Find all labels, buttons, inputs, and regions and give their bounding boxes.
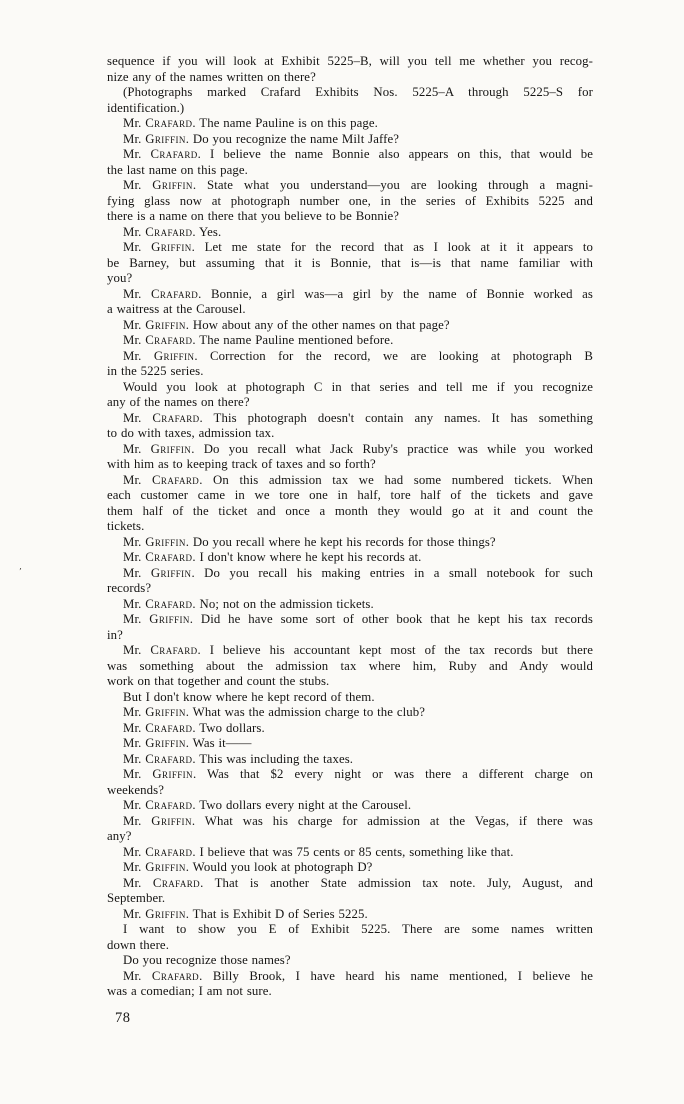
- speaker-name: Crafard: [145, 720, 193, 735]
- transcript-line: you?: [107, 271, 133, 285]
- transcript-line: Mr. Griffin. What was the admission charge to the club?: [123, 705, 426, 719]
- transcript-line: work on that together and count the stubs.: [107, 674, 330, 688]
- transcript-line: Mr. Crafard. The name Pauline is on this page.: [123, 116, 378, 130]
- transcript-line: Mr. Crafard. Bonnie, a girl was—a girl by the name of Bonnie worked as: [123, 286, 594, 301]
- speaker-name: Crafard: [145, 798, 193, 812]
- transcript-line: Mr. Griffin. Do you recognize the name Milt Jaffe?: [123, 131, 400, 146]
- transcript-line: tickets.: [107, 519, 145, 533]
- transcript-line: Mr. Griffin. Do you recall what Jack Ruby's practice was while you worked: [123, 441, 593, 456]
- speaker-name: Crafard: [145, 550, 193, 564]
- transcript-line: Mr. Crafard. Billy Brook, I have heard his name mentioned, I believe he: [123, 968, 594, 983]
- transcript-line: Mr. Griffin. Was it——: [123, 736, 252, 750]
- speaker-name: Crafard: [145, 596, 193, 611]
- transcript-line: Do you recognize those names?: [123, 953, 291, 967]
- transcript-line: Mr. Crafard. The name Pauline mentioned before.: [123, 333, 394, 347]
- transcript-line: in the 5225 series.: [107, 364, 204, 378]
- speaker-name: Crafard: [150, 147, 198, 161]
- transcript-line: sequence if you will look at Exhibit 5225–B, will you tell me whether you recog-: [107, 54, 593, 68]
- transcript-line: Mr. Griffin. What was his charge for admission at the Vegas, if there was: [123, 813, 593, 828]
- transcript-line: Mr. Griffin. Would you look at photograph D?: [123, 860, 373, 874]
- transcript-line: Would you look at photograph C in that series and tell me if you recognize: [123, 379, 593, 394]
- transcript-line: Mr. Crafard. I don't know where he kept his records at.: [123, 550, 422, 564]
- transcript-line: Mr. Griffin. Did he have some sort of other book that he kept his tax records: [123, 612, 593, 626]
- speaker-name: Crafard: [145, 116, 193, 130]
- transcript-line: Mr. Crafard. On this admission tax we had some numbered tickets. When: [123, 472, 593, 487]
- transcript-line: But I don't know where he kept record of them.: [123, 689, 375, 704]
- speaker-name: Crafard: [145, 224, 193, 239]
- transcript-line: records?: [107, 581, 152, 595]
- speaker-name: Griffin: [145, 860, 186, 874]
- transcript-line: Mr. Griffin. How about any of the other names on that page?: [123, 317, 450, 332]
- transcript-line: to do with taxes, admission tax.: [107, 426, 275, 440]
- transcript-line: Mr. Griffin. Do you recall where he kept his records for those things?: [123, 534, 496, 549]
- transcript-line: I want to show you E of Exhibit 5225. There are some names written: [123, 922, 593, 936]
- speaker-name: Crafard: [152, 472, 200, 487]
- transcript-line: September.: [107, 891, 166, 905]
- transcript-line: Mr. Griffin. Was that $2 every night or was there a different charge on: [123, 767, 593, 781]
- transcript-line: nize any of the names written on there?: [107, 69, 316, 84]
- transcript-line: weekends?: [107, 782, 165, 797]
- speaker-name: Griffin: [145, 131, 186, 146]
- speaker-name: Griffin: [145, 317, 186, 332]
- speaker-name: Griffin: [145, 534, 186, 549]
- transcript-line: be Barney, but assuming that it is Bonnie, that is—is that name familiar with: [107, 255, 593, 270]
- transcript-line: each customer came in we tore one in half, tore half of the tickets and gave: [107, 488, 593, 502]
- speaker-name: Griffin: [150, 565, 192, 580]
- transcript-line: Mr. Crafard. I believe the name Bonnie also appears on this, that would be: [123, 147, 593, 161]
- speaker-name: Crafard: [152, 875, 201, 890]
- speaker-name: Griffin: [152, 767, 193, 781]
- speaker-name: Griffin: [145, 736, 186, 750]
- speaker-name: Griffin: [149, 612, 190, 626]
- speaker-name: Griffin: [153, 348, 195, 363]
- transcript-line: fying glass now at photograph number one, in the series of Exhibits 5225 and: [107, 193, 593, 208]
- speaker-name: Griffin: [150, 441, 192, 456]
- transcript-line: Mr. Crafard. Yes.: [123, 224, 222, 239]
- transcript-line: there is a name on there that you believe to be Bonnie?: [107, 209, 400, 223]
- speaker-name: Crafard: [145, 333, 193, 347]
- transcript-line: Mr. Griffin. State what you understand—you are looking through a magni-: [123, 178, 593, 192]
- transcript-line: Mr. Crafard. I believe that was 75 cents or 85 cents, something like that.: [123, 844, 514, 859]
- transcript-line: identification.): [107, 100, 185, 115]
- transcript-line: any?: [107, 829, 132, 843]
- speaker-name: Crafard: [150, 643, 198, 657]
- transcript-line: a waitress at the Carousel.: [107, 302, 246, 316]
- speaker-name: Griffin: [145, 906, 186, 921]
- page-number: 78: [115, 1010, 131, 1026]
- transcript-line: Mr. Crafard. No; not on the admission tickets.: [123, 596, 374, 611]
- speaker-name: Crafard: [152, 410, 200, 425]
- transcript-body: [107, 54, 593, 1000]
- transcript-line: was something about the admission tax where him, Ruby and Andy would: [107, 658, 593, 673]
- transcript-line: the last name on this page.: [107, 162, 248, 177]
- speaker-name: Griffin: [145, 705, 186, 719]
- speaker-name: Crafard: [145, 844, 193, 859]
- speaker-name: Crafard: [151, 968, 200, 983]
- transcript-line: Mr. Crafard. That is another State admission tax note. July, August, and: [123, 875, 593, 890]
- transcript-line: Mr. Griffin. Correction for the record, we are looking at photograph B: [123, 348, 594, 363]
- transcript-line: was a comedian; I am not sure.: [107, 984, 272, 998]
- transcript-line: Mr. Crafard. I believe his accountant kept most of the tax records but there: [123, 643, 594, 657]
- speaker-name: Crafard: [150, 286, 199, 301]
- transcript-line: Mr. Griffin. Let me state for the record that as I look at it it appears to: [123, 240, 594, 254]
- transcript-line: Mr. Crafard. This was including the taxes.: [123, 751, 354, 766]
- speaker-name: Crafard: [145, 751, 193, 766]
- transcript-line: Mr. Griffin. That is Exhibit D of Series 5225.: [123, 906, 368, 921]
- transcript-line: with him as to keeping track of taxes and so forth?: [107, 457, 376, 471]
- transcript-line: Mr. Crafard. This photograph doesn't contain any names. It has something: [123, 410, 593, 425]
- transcript-line: Mr. Crafard. Two dollars.: [123, 720, 265, 735]
- transcript-line: Mr. Griffin. Do you recall his making entries in a small notebook for such: [123, 565, 593, 580]
- transcript-line: in?: [107, 627, 123, 642]
- transcript-line: (Photographs marked Crafard Exhibits Nos. 5225–A through 5225–S for: [123, 85, 593, 99]
- speaker-name: Griffin: [152, 178, 193, 192]
- transcript-line: down there.: [107, 937, 170, 952]
- transcript-line: Mr. Crafard. Two dollars every night at the Carousel.: [123, 798, 412, 812]
- speaker-name: Griffin: [151, 240, 192, 254]
- transcript-line: any of the names on there?: [107, 395, 250, 409]
- speaker-name: Griffin: [151, 813, 192, 828]
- transcript-line: them half of the ticket and once a month they would go at it and count the: [107, 503, 593, 518]
- margin-ink-artifact: ,: [18, 560, 24, 572]
